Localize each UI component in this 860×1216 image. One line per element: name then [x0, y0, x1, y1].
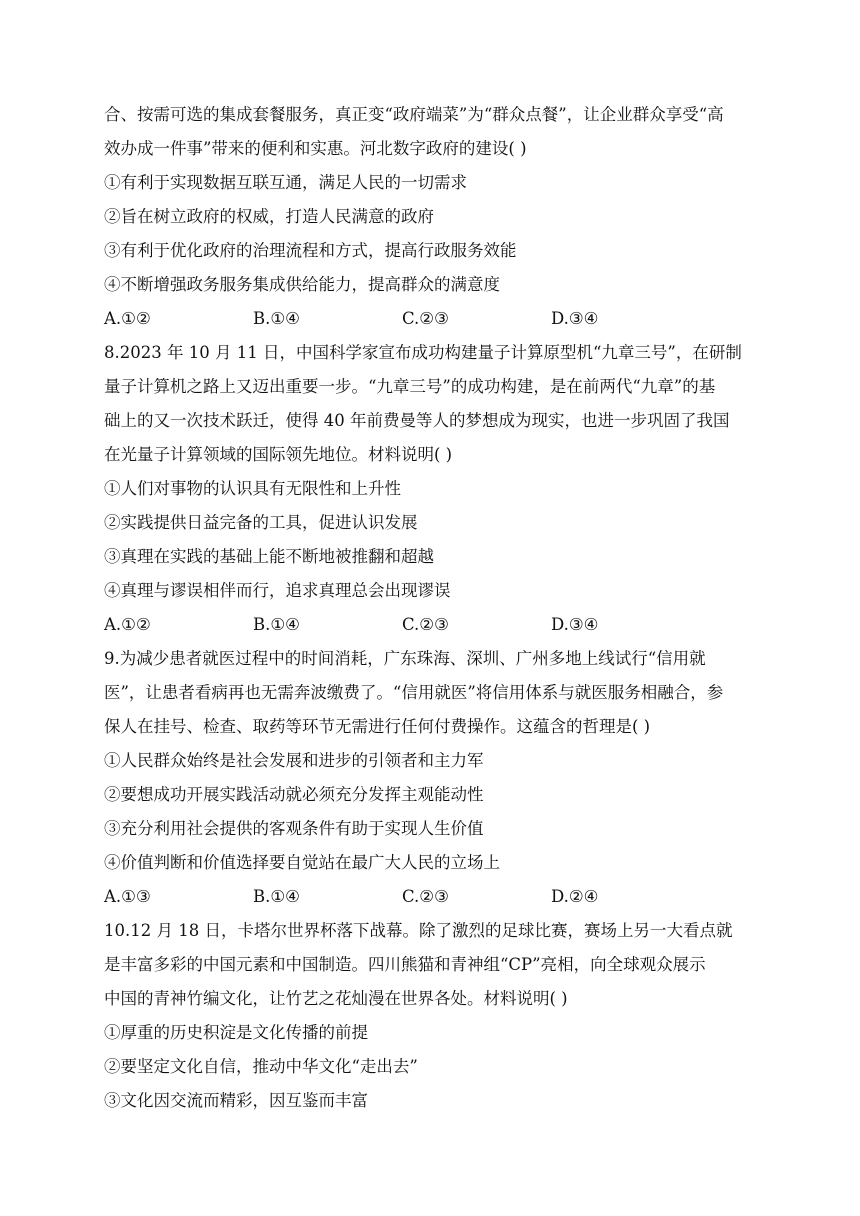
answer-option: A.①③	[104, 887, 151, 906]
text-line: 中国的青神竹编文化，让竹艺之花灿漫在世界各处。材料说明( )	[104, 989, 568, 1008]
text-line: 医”，让患者看病再也无需奔波缴费了。“信用就医”将信用体系与就医服务相融合，参	[104, 683, 724, 702]
text-line: ②要坚定文化自信，推动中华文化“走出去”	[104, 1057, 418, 1076]
text-line: ②旨在树立政府的权威，打造人民满意的政府	[104, 207, 434, 226]
text-line: 在光量子计算领域的国际领先地位。材料说明( )	[104, 445, 453, 464]
answer-option: D.③④	[551, 615, 599, 634]
text-line: 10.12 月 18 日，卡塔尔世界杯落下战幕。除了激烈的足球比赛，赛场上另一大看点就	[104, 921, 733, 940]
text-line: 量子计算机之路上又迈出重要一步。“九章三号”的成功构建，是在前两代“九章”的基	[104, 377, 716, 396]
answer-option: B.①④	[253, 309, 300, 328]
text-line: ④真理与谬误相伴而行，追求真理总会出现谬误	[104, 581, 451, 600]
text-line: ③真理在实践的基础上能不断地被推翻和超越	[104, 547, 434, 566]
text-line: 础上的又一次技术跃迁，使得 40 年前费曼等人的梦想成为现实，也进一步巩固了我国	[104, 411, 730, 430]
answer-options	[104, 608, 764, 642]
answer-options	[104, 302, 764, 336]
text-line: 9.为减少患者就医过程中的时间消耗，广东珠海、深圳、广州多地上线试行“信用就	[104, 649, 706, 668]
text-line: ③有利于优化政府的治理流程和方式，提高行政服务效能	[104, 241, 517, 260]
text-line: 是丰富多彩的中国元素和中国制造。四川熊猫和青神组“CP”亮相，向全球观众展示	[104, 955, 706, 974]
text-line: ③文化因交流而精彩，因互鉴而丰富	[104, 1091, 368, 1110]
text-line: 8.2023 年 10 月 11 日，中国科学家宣布成功构建量子计算原型机“九章三号”，在研制	[104, 343, 742, 362]
question-block	[104, 336, 764, 642]
answer-option: A.①②	[104, 615, 151, 634]
answer-option: D.③④	[551, 309, 599, 328]
answer-option: B.①④	[253, 615, 300, 634]
answer-option: D.②④	[551, 887, 599, 906]
question-content	[104, 98, 764, 1118]
text-line: 保人在挂号、检查、取药等环节无需进行任何付费操作。这蕴含的哲理是( )	[104, 717, 651, 736]
answer-option: B.①④	[253, 887, 300, 906]
question-block	[104, 642, 764, 914]
text-line: ③充分利用社会提供的客观条件有助于实现人生价值	[104, 819, 484, 838]
answer-options	[104, 880, 764, 914]
text-line: ①厚重的历史积淀是文化传播的前提	[104, 1023, 368, 1042]
text-line: ①有利于实现数据互联互通，满足人民的一切需求	[104, 173, 467, 192]
text-line: ②要想成功开展实践活动就必须充分发挥主观能动性	[104, 785, 484, 804]
answer-option: C.②③	[402, 615, 449, 634]
text-line: ④价值判断和价值选择要自觉站在最广大人民的立场上	[104, 853, 500, 872]
text-line: ①人们对事物的认识具有无限性和上升性	[104, 479, 401, 498]
question-block	[104, 98, 764, 336]
answer-option: A.①②	[104, 309, 151, 328]
text-line: ②实践提供日益完备的工具，促进认识发展	[104, 513, 418, 532]
answer-option: C.②③	[402, 309, 449, 328]
text-line: 合、按需可选的集成套餐服务，真正变“政府端菜”为“群众点餐”，让企业群众享受“高	[104, 105, 724, 124]
question-block	[104, 914, 764, 1118]
text-line: ④不断增强政务服务集成供给能力，提高群众的满意度	[104, 275, 500, 294]
text-line: ①人民群众始终是社会发展和进步的引领者和主力军	[104, 751, 484, 770]
text-line: 效办成一件事”带来的便利和实惠。河北数字政府的建设( )	[104, 139, 527, 158]
answer-option: C.②③	[402, 887, 449, 906]
